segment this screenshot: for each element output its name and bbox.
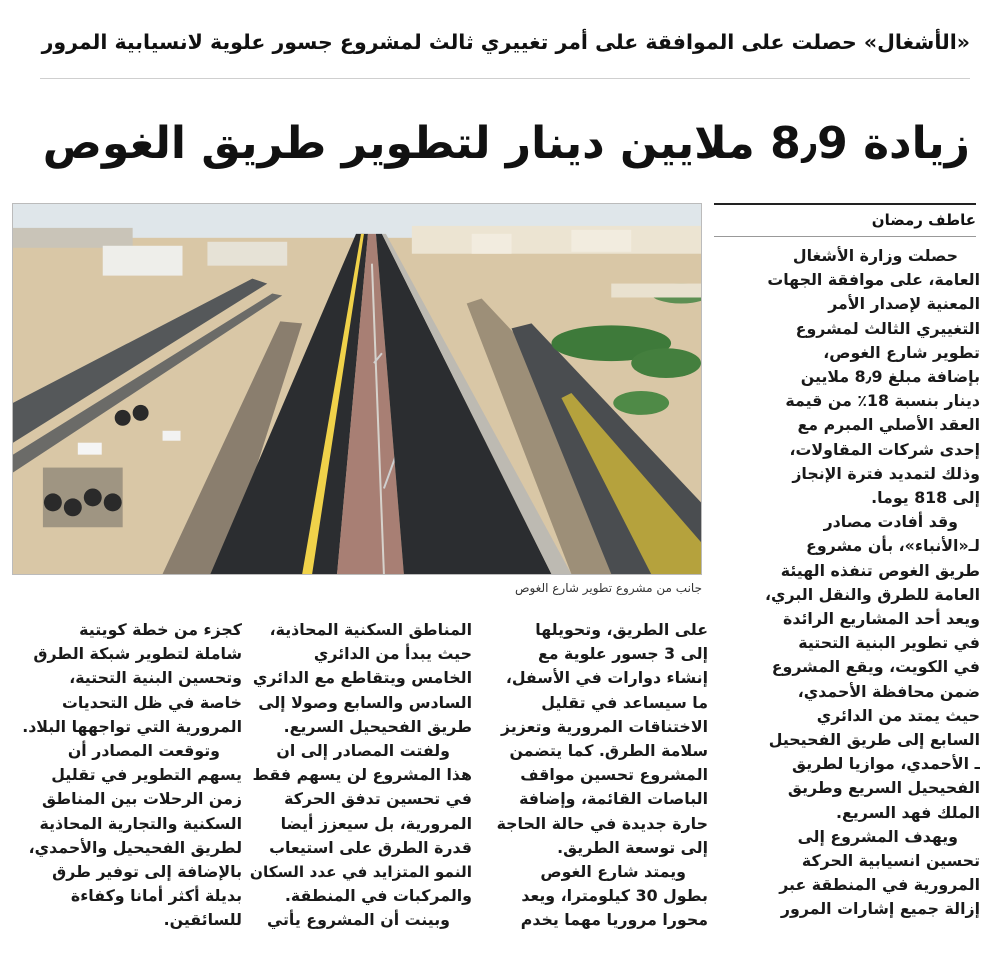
text-line: السابع إلى طريق الفحيحيل <box>768 730 980 750</box>
text-line: تطوير شارع الغوص، <box>823 342 980 362</box>
text-line: شاملة لتطوير شبكة الطرق <box>33 644 242 664</box>
text-line: الباصات القائمة، وإضافة <box>519 789 708 809</box>
author-byline: عاطف رمضان <box>871 211 976 229</box>
text-line: وقد أفادت مصادر <box>823 512 958 532</box>
text-line: والمركبات في المنطقة. <box>284 886 472 906</box>
highway-illustration <box>13 204 701 574</box>
text-line: دينار بنسبة 18٪ من قيمة <box>785 391 980 411</box>
text-line: وبينت أن المشروع يأتي <box>267 910 450 930</box>
article-column-2 <box>478 618 708 962</box>
text-line: ويمتد شارع الغوص <box>540 862 686 882</box>
text-line: هذا المشروع لن يسهم فقط <box>252 765 472 785</box>
text-line: العقد الأصلي المبرم مع <box>797 415 980 435</box>
text-line: حصلت وزارة الأشغال <box>792 246 958 265</box>
article-column-4 <box>12 618 242 962</box>
text-line: الملك فهد السريع. <box>836 802 980 822</box>
text-line: المرورية في المنطقة عبر <box>779 875 980 895</box>
text-line: طريق الفحيحيل السريع. <box>283 716 472 736</box>
text-line: النمو المتزايد في عدد السكان <box>249 863 472 882</box>
text-line: التغييري الثالث لمشروع <box>795 318 980 338</box>
main-headline: زيادة 8٫9 ملايين دينار لتطوير طريق الغوص <box>42 118 970 169</box>
text-line: بالإضافة إلى توفير طرق <box>52 862 242 882</box>
text-line: بإضافة مبلغ 8٫9 ملايين <box>800 367 980 387</box>
text-line: المناطق السكنية المحاذية، <box>269 620 472 639</box>
text-line: بديلة أكثر أمانا وكفاءة <box>70 886 242 906</box>
text-line: بطول 30 كيلومترا، ويعد <box>521 886 708 906</box>
aerial-highway-photo <box>12 203 702 575</box>
text-line: ولفتت المصادر إلى ان <box>276 741 450 761</box>
text-line: ويهدف المشروع إلى <box>797 826 958 846</box>
text-line: المعنية لإصدار الأمر <box>828 294 980 314</box>
text-line: وتوقعت المصادر أن <box>67 741 220 761</box>
text-line: وذلك لتمديد فترة الإنجاز <box>792 463 980 483</box>
text-line: إحدى شركات المقاولات، <box>789 439 980 459</box>
text-line: حيث يبدأ من الدائري <box>313 644 472 664</box>
text-line: الاختناقات المرورية وتعزيز <box>501 716 708 736</box>
text-line: العامة للطرق والنقل البري، <box>765 584 980 604</box>
text-line: ـ الأحمدي، موازيا لطريق <box>791 754 980 774</box>
text-line: زمن الرحلات بين المناطق <box>41 789 242 809</box>
text-line: لطريق الفحيحيل والأحمدي، <box>28 837 242 857</box>
byline-top-rule <box>714 203 976 205</box>
text-line: المرورية التي تواجهها البلاد. <box>22 716 242 736</box>
text-line: يسهم التطوير في تقليل <box>51 765 242 785</box>
text-line: في تحسين تدفق الحركة <box>284 789 472 809</box>
text-line: كجزء من خطة كويتية <box>79 620 242 639</box>
photo-caption: جانب من مشروع تطوير شارع الغوص <box>514 581 702 595</box>
warehouse-building <box>103 246 183 276</box>
text-line: لـ«الأنباء»، بأن مشروع <box>806 536 980 556</box>
text-line: إلى توسعة الطريق. <box>557 837 708 857</box>
byline-bottom-rule <box>714 236 976 237</box>
text-line: وتحسين البنية التحتية، <box>69 668 242 688</box>
text-line: للسائقين. <box>163 910 242 930</box>
text-line: إنشاء دوارات في الأسفل، <box>505 668 708 688</box>
text-line: السكنية والتجارية المحاذية <box>39 813 242 833</box>
text-line: في تطوير البنية التحتية <box>798 633 980 653</box>
text-line: على الطريق، وتحويلها <box>535 620 708 639</box>
text-line: طريق الغوص تنفذه الهيئة <box>780 560 980 580</box>
text-line: المرورية، بل سيعزز أيضا <box>280 813 472 833</box>
text-line: إزالة جميع إشارات المرور <box>780 899 980 919</box>
text-line: ويعد أحد المشاريع الرائدة <box>783 609 980 629</box>
text-line: ضمن محافظة الأحمدي، <box>797 681 980 701</box>
text-line: الفحيحيل السريع وطريق <box>787 778 980 798</box>
text-line: محورا مروريا مهما يخدم <box>520 910 708 930</box>
text-line: حيث يمتد من الدائري <box>816 705 980 725</box>
text-line: المشروع تحسين مواقف <box>520 765 708 785</box>
article-column-3 <box>248 618 472 962</box>
text-line: خاصة في ظل التحديات <box>61 692 242 712</box>
text-line: قدرة الطرق على استيعاب <box>269 837 472 857</box>
text-line: السادس والسابع وصولا إلى <box>258 692 472 712</box>
text-line: سلامة الطرق. كما يتضمن <box>509 741 708 761</box>
article-column-1 <box>714 244 980 962</box>
kicker-headline: «الأشغال» حصلت على الموافقة على أمر تغييري ثالث لمشروع جسور علوية لانسيابية المرور <box>41 30 970 54</box>
text-line: ما سيساعد في تقليل <box>541 692 708 712</box>
text-line: حارة جديدة في حالة الحاجة <box>496 813 708 833</box>
text-line: العامة، على موافقة الجهات <box>767 270 980 290</box>
text-line: الخامس ويتقاطع مع الدائري <box>252 668 472 688</box>
text-line: في الكويت، ويقع المشروع <box>771 657 980 677</box>
text-line: إلى 3 جسور علوية مع <box>537 644 708 664</box>
text-line: إلى 818 يوما. <box>871 488 980 508</box>
text-line: تحسين انسيابية الحركة <box>801 851 980 871</box>
kicker-divider <box>40 78 970 79</box>
